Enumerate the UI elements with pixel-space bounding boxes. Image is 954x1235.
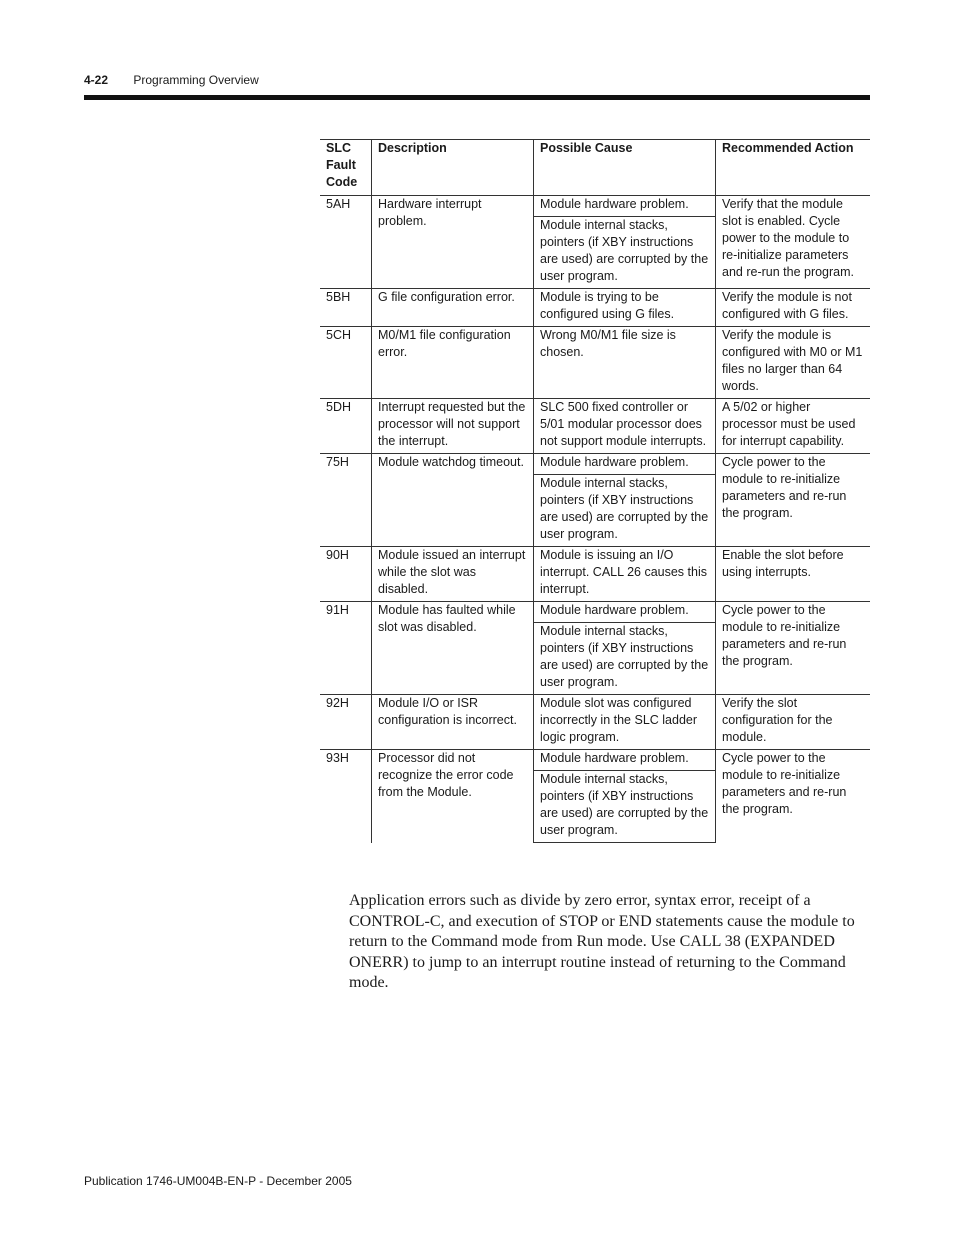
possible-cause-cell: Module hardware problem.	[534, 602, 716, 623]
description-cell: Module has faulted while slot was disabled.	[372, 602, 534, 695]
possible-cause-cell: SLC 500 fixed controller or 5/01 modular processor does not support module interrupts.	[534, 399, 716, 454]
body-paragraph: Application errors such as divide by zero error, syntax error, receipt of a CONTROL-C, and execution of STOP or END statements cause the module to return to the Command mode from Run mode. Use CALL 38 (EXPANDED ONERR) to jump to an interrupt routine instead of returning to the Command mode.	[349, 892, 855, 991]
recommended-action-cell: Verify the slot configuration for the module.	[716, 695, 871, 750]
recommended-action-cell: Enable the slot before using interrupts.	[716, 547, 871, 602]
fault-code-cell: 75H	[320, 454, 372, 547]
fault-code-cell: 5CH	[320, 327, 372, 399]
description-cell: M0/M1 file configuration error.	[372, 327, 534, 399]
column-header-line: SLC	[326, 141, 351, 155]
recommended-action-cell: Verify that the module slot is enabled. Cycle power to the module to re-initialize parameters and re-run the program.	[716, 196, 871, 289]
possible-cause-cell: Module internal stacks, pointers (if XBY instructions are used) are corrupted by the user program.	[534, 475, 716, 547]
fault-code-cell: 90H	[320, 547, 372, 602]
fault-code-cell: 5AH	[320, 196, 372, 289]
description-cell: Hardware interrupt problem.	[372, 196, 534, 289]
possible-cause-cell: Module hardware problem.	[534, 454, 716, 475]
fault-code-cell: 5DH	[320, 399, 372, 454]
description-cell: Interrupt requested but the processor will not support the interrupt.	[372, 399, 534, 454]
column-header-code	[320, 140, 372, 196]
possible-cause-cell: Module is issuing an I/O interrupt. CALL 26 causes this interrupt.	[534, 547, 716, 602]
table-row	[320, 454, 870, 475]
recommended-action-cell: Cycle power to the module to re-initialize parameters and re-run the program.	[716, 602, 871, 695]
description-cell: Module issued an interrupt while the slot was disabled.	[372, 547, 534, 602]
recommended-action-cell: Verify the module is not configured with G files.	[716, 289, 871, 327]
table-header-row	[320, 140, 870, 196]
possible-cause-cell: Module is trying to be configured using G files.	[534, 289, 716, 327]
possible-cause-cell: Module internal stacks, pointers (if XBY instructions are used) are corrupted by the user program.	[534, 623, 716, 695]
table-row	[320, 750, 870, 771]
table-row	[320, 602, 870, 623]
publication-footer: Publication 1746-UM004B-EN-P - December 2005	[84, 1174, 352, 1188]
recommended-action-cell: Cycle power to the module to re-initialize parameters and re-run the program.	[716, 454, 871, 547]
possible-cause-cell: Module hardware problem.	[534, 750, 716, 771]
fault-code-table	[320, 139, 870, 843]
possible-cause-cell: Wrong M0/M1 file size is chosen.	[534, 327, 716, 399]
fault-code-cell: 92H	[320, 695, 372, 750]
table-row	[320, 547, 870, 602]
possible-cause-cell: Module internal stacks, pointers (if XBY instructions are used) are corrupted by the user program.	[534, 217, 716, 289]
column-header-action: Recommended Action	[716, 140, 871, 196]
recommended-action-cell: Cycle power to the module to re-initialize parameters and re-run the program.	[716, 750, 871, 843]
description-cell: G file configuration error.	[372, 289, 534, 327]
table-row	[320, 327, 870, 399]
possible-cause-cell: Module internal stacks, pointers (if XBY instructions are used) are corrupted by the user program.	[534, 771, 716, 843]
column-header-line: Code	[326, 175, 358, 189]
fault-code-cell: 93H	[320, 750, 372, 843]
description-cell: Processor did not recognize the error code from the Module.	[372, 750, 534, 843]
table-row	[320, 196, 870, 217]
table-row	[320, 695, 870, 750]
fault-code-cell: 91H	[320, 602, 372, 695]
section-title: Programming Overview	[133, 73, 259, 87]
description-cell: Module watchdog timeout.	[372, 454, 534, 547]
possible-cause-cell: Module hardware problem.	[534, 196, 716, 217]
column-header-cause: Possible Cause	[534, 140, 716, 196]
table-row	[320, 289, 870, 327]
page-number: 4-22	[84, 73, 109, 87]
column-header-description: Description	[372, 140, 534, 196]
fault-code-cell: 5BH	[320, 289, 372, 327]
description-cell: Module I/O or ISR configuration is incorrect.	[372, 695, 534, 750]
recommended-action-cell: A 5/02 or higher processor must be used for interrupt capability.	[716, 399, 871, 454]
table-row	[320, 399, 870, 454]
possible-cause-cell: Module slot was configured incorrectly in the SLC ladder logic program.	[534, 695, 716, 750]
column-header-line: Fault	[326, 158, 356, 172]
page-header	[84, 73, 259, 87]
recommended-action-cell: Verify the module is configured with M0 or M1 files no larger than 64 words.	[716, 327, 871, 399]
header-rule	[84, 95, 870, 100]
